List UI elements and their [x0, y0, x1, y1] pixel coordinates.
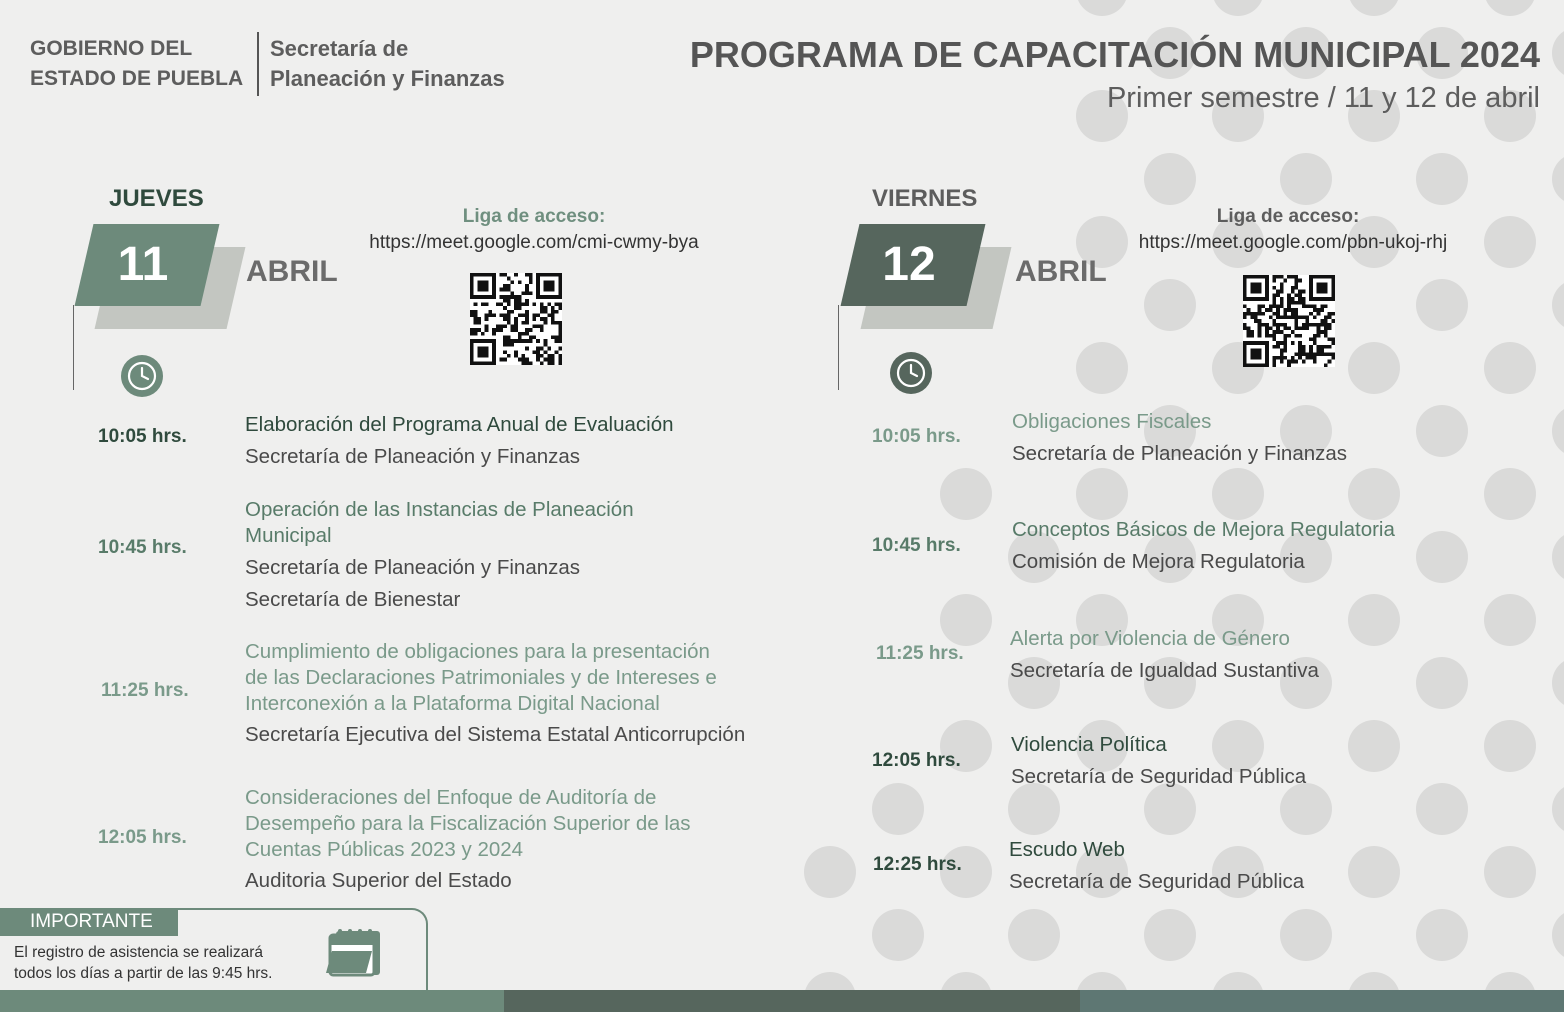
day1-link-url[interactable]: https://meet.google.com/cmi-cwmy-bya: [369, 232, 699, 253]
important-line-1: El registro de asistencia se realizará: [14, 944, 263, 961]
sec-line-1: Secretaría de: [270, 36, 409, 61]
day1-event4-title: [245, 785, 691, 863]
day2-month: ABRIL: [1015, 255, 1107, 288]
title-line: Cumplimiento de obligaciones para la presentación: [245, 640, 710, 663]
day1-event4-time: 12:05 hrs.: [98, 827, 187, 848]
day1-event2-org1: Secretaría de Planeación y Finanzas: [245, 556, 581, 579]
day2-event2-org: Comisión de Mejora Regulatoria: [1012, 550, 1305, 573]
clock-icon: [121, 355, 163, 397]
day2-event4-org: Secretaría de Seguridad Pública: [1011, 765, 1307, 788]
government-name: [30, 34, 243, 94]
day2-event2-title: Conceptos Básicos de Mejora Regulatoria: [1012, 518, 1395, 541]
day2-event3-org: Secretaría de Igualdad Sustantiva: [1010, 659, 1319, 682]
day1-event3-title: [245, 639, 717, 717]
title-line: Cuentas Públicas 2023 y 2024: [245, 838, 524, 861]
title-line: Consideraciones del Enfoque de Auditoría de: [245, 786, 657, 809]
day1-event1-time: 10:05 hrs.: [98, 426, 187, 447]
page-subtitle: Primer semestre / 11 y 12 de abril: [1106, 82, 1540, 114]
gov-line-1: GOBIERNO DEL: [30, 37, 193, 60]
calendar-icon: [326, 925, 384, 979]
important-text: [14, 942, 272, 984]
clock-icon: [890, 352, 932, 394]
title-line: de las Declaraciones Patrimoniales y de Intereses e: [245, 666, 717, 689]
day1-month: ABRIL: [246, 255, 338, 288]
day2-event1-org: Secretaría de Planeación y Finanzas: [1012, 442, 1348, 465]
day2-weekday: VIERNES: [872, 185, 978, 212]
day2-event1-time: 10:05 hrs.: [872, 426, 961, 447]
secretariat-name: [270, 34, 505, 94]
day2-link-url[interactable]: https://meet.google.com/pbn-ukoj-rhj: [1138, 232, 1448, 253]
day2-event5-org: Secretaría de Seguridad Pública: [1009, 870, 1305, 893]
sec-line-2: Planeación y Finanzas: [270, 66, 505, 91]
footer-bar-sage: [0, 990, 504, 1012]
day1-event1-org: Secretaría de Planeación y Finanzas: [245, 445, 581, 468]
day1-event2-title: [245, 497, 634, 549]
important-label: IMPORTANTE: [0, 908, 178, 936]
day1-event3-time: 11:25 hrs.: [101, 680, 189, 701]
day2-event1-title: Obligaciones Fiscales: [1012, 410, 1212, 433]
title-line: Operación de las Instancias de Planeación: [245, 498, 634, 521]
day1-weekday: JUEVES: [109, 185, 204, 212]
day2-event4-title: Violencia Política: [1011, 733, 1167, 756]
day2-number: 12: [882, 238, 936, 291]
day2-event5-title: Escudo Web: [1009, 838, 1125, 861]
qr-code-icon[interactable]: [470, 273, 562, 365]
day2-event3-title: Alerta por Violencia de Género: [1010, 627, 1290, 650]
day1-event2-org2: Secretaría de Bienestar: [245, 588, 461, 611]
day2-event3-time: 11:25 hrs.: [876, 643, 964, 664]
day1-event4-org: Auditoria Superior del Estado: [245, 869, 512, 892]
day2-event5-time: 12:25 hrs.: [873, 854, 962, 875]
page-title: PROGRAMA DE CAPACITACIÓN MUNICIPAL 2024: [689, 34, 1540, 75]
day1-event3-org: Secretaría Ejecutiva del Sistema Estatal Anticorrupción: [245, 723, 746, 746]
day2-link-label: Liga de acceso:: [1216, 206, 1360, 227]
footer-bar-dark: [504, 990, 1080, 1012]
day1-event2-time: 10:45 hrs.: [98, 537, 187, 558]
title-line: Desempeño para la Fiscalización Superior de las: [245, 812, 691, 835]
important-line-2: todos los días a partir de las 9:45 hrs.: [14, 965, 273, 982]
title-line: Municipal: [245, 524, 332, 547]
day1-line: [73, 305, 74, 390]
footer-bar-slate: [1080, 990, 1564, 1012]
day2-line: [838, 305, 839, 390]
day1-link-label: Liga de acceso:: [462, 206, 606, 227]
day1-event1-title: Elaboración del Programa Anual de Evaluación: [245, 413, 674, 436]
qr-code-icon[interactable]: [1243, 275, 1335, 367]
title-line: Interconexión a la Plataforma Digital Nacional: [245, 692, 660, 715]
header-divider: [257, 32, 259, 96]
gov-line-2: ESTADO DE PUEBLA: [30, 67, 244, 90]
day2-event2-time: 10:45 hrs.: [872, 535, 961, 556]
day1-number: 11: [117, 238, 169, 291]
day2-event4-time: 12:05 hrs.: [872, 750, 961, 771]
